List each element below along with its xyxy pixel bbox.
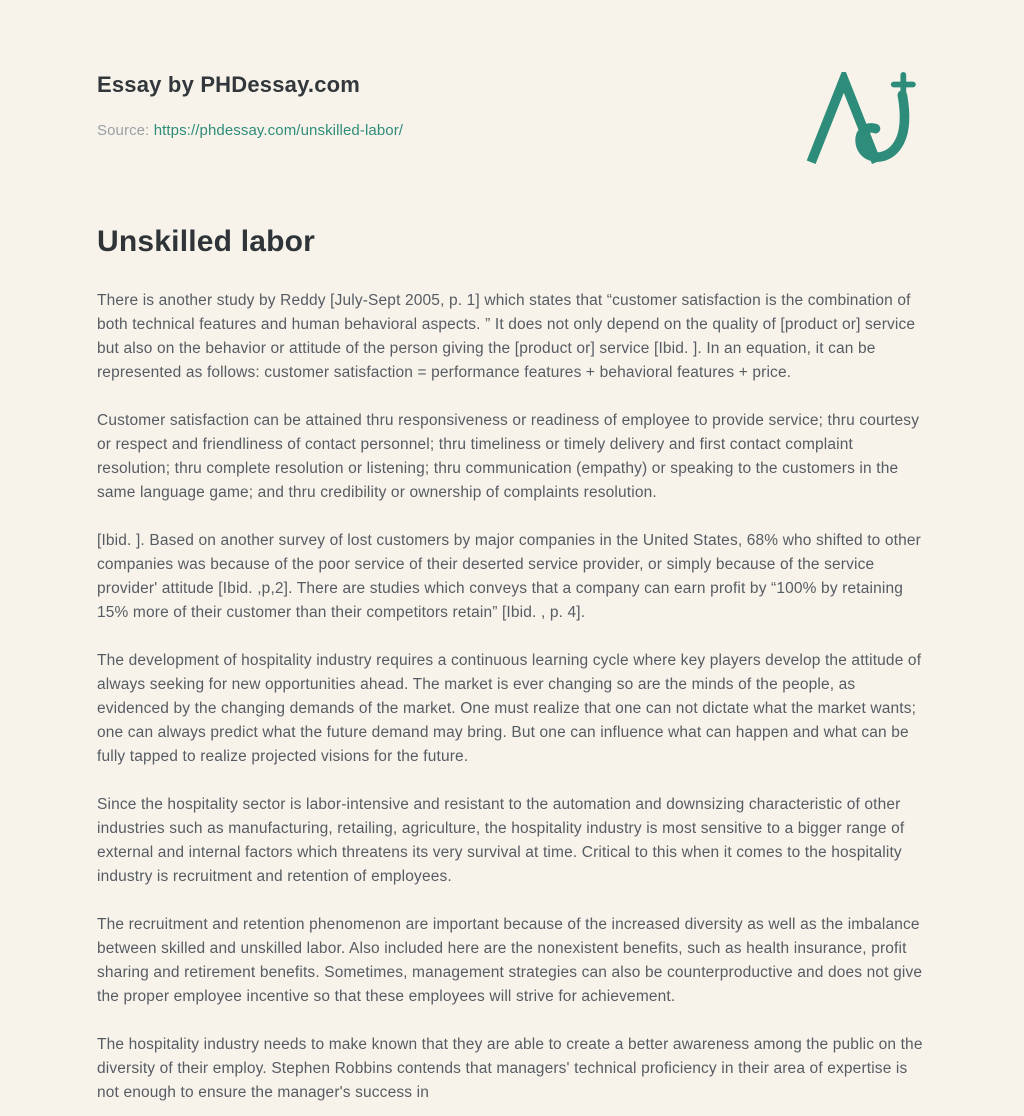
source-line xyxy=(97,122,787,139)
paragraph: There is another study by Reddy [July-Sept 2005, p. 1] which states that “customer satisfaction is the combination of both technical features and human behavioral aspects. ” It does not only depend on the quality of [product or] service but also on the behavior or attitude of the person giving the [product or] service [Ibid. ]. In an equation, it can be represented as follows: customer satisfaction = performance features + behavioral features + price. xyxy=(97,292,916,381)
source-label: Source: xyxy=(97,122,150,139)
paragraph: The hospitality industry needs to make known that they are able to create a better awareness among the public on the diversity of their employ. Stephen Robbins contends that managers' technical proficiency in their area of expertise is not enough to ensure the manager's success in xyxy=(97,1036,923,1101)
essay-by-title: Essay by PHDessay.com xyxy=(97,72,361,97)
paragraph: The recruitment and retention phenomenon are important because of the increased diversity as well as the imbalance between skilled and unskilled labor. Also included here are the nonexistent benefits, such as health insurance, profit sharing and retirement benefits. Sometimes, management strategies can also be counterproductive and does not give the proper employee incentive so that these employees will strive for achievement. xyxy=(97,916,923,1005)
source-url-link[interactable]: https://phdessay.com/unskilled-labor/ xyxy=(153,122,404,139)
article-title: Unskilled labor xyxy=(97,225,316,258)
paragraph: Since the hospitality sector is labor-intensive and resistant to the automation and downsizing characteristic of other industries such as manufacturing, retailing, agriculture, the hospitality industry is most sensitive to a bigger range of external and internal factors which threatens its very survival at time. Critical to this when it comes to the hospitality industry is recruitment and retention of employees. xyxy=(97,796,905,885)
phdessay-logo-icon xyxy=(804,72,922,168)
paragraph: [Ibid. ]. Based on another survey of lost customers by major companies in the United States, 68% who shifted to other companies was because of the poor service of their deserted service provider, or simply because of the service provider' attitude [Ibid. ,p,2]. There are studies which conveys that a company can earn profit by “100% by retaining 15% more of their customer than their competitors retain” [Ibid. , p. 4]. xyxy=(97,532,921,621)
paragraph: The development of hospitality industry requires a continuous learning cycle where key players develop the attitude of always seeking for new opportunities ahead. The market is ever changing so are the minds of the people, as evidenced by the changing demands of the market. One must realize that one can not dictate what the market wants; one can always predict what the future demand may bring. But one can influence what can happen and what can be fully tapped to realize projected visions for the future. xyxy=(97,652,922,765)
page-header xyxy=(97,72,927,139)
paragraph: Customer satisfaction can be attained thru responsiveness or readiness of employee to provide service; thru courtesy or respect and friendliness of contact personnel; thru timeliness or timely delivery and first contact complaint resolution; thru complete resolution or listening; thru communication (empathy) or speaking to the customers in the same language game; and thru credibility or ownership of complaints resolution. xyxy=(97,412,920,501)
article-body xyxy=(97,289,927,1105)
